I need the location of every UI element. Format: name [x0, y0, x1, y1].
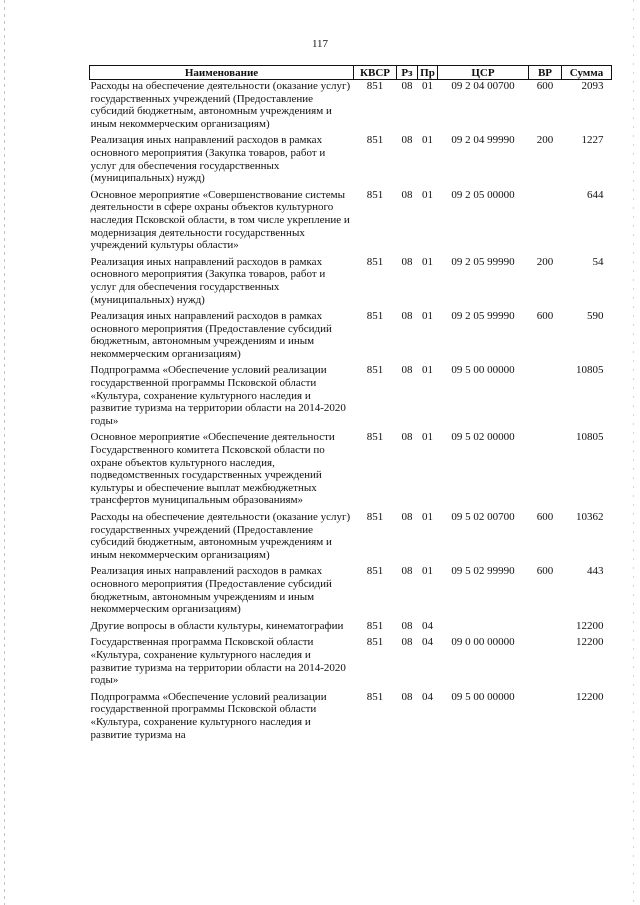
row-kvsr: 851: [366, 134, 384, 147]
row-pr: 01: [422, 364, 433, 377]
header-csr: ЦСР: [438, 66, 529, 80]
row-name: Реализация иных направлений расходов в рамках основного мероприятия (Закупка товаров, работ и услуг для обеспечения государственных (муниципальных) нужд): [90, 255, 326, 306]
row-rz: 08: [401, 134, 413, 147]
row-pr: 04: [422, 690, 433, 703]
row-name: Подпрограмма «Обеспечение условий реализации государственной программы Псковской области «Культура, сохранение культурного наследия и развитие туризма на: [90, 690, 327, 741]
table-row: [90, 80, 612, 135]
scan-edge-right: [633, 0, 634, 905]
row-name: Подпрограмма «Обеспечение условий реализации государственной программы Псковской области «Культура, сохранение культурного наследия и развитие туризма на территории области на 2014-2020 годы»: [90, 364, 346, 427]
row-pr: 01: [422, 310, 433, 323]
row-vr: [529, 364, 562, 431]
row-kvsr: 851: [366, 636, 384, 649]
row-vr: 200: [536, 255, 554, 268]
row-vr: [529, 636, 562, 690]
table-row: [90, 511, 612, 565]
row-sum: 10805: [576, 364, 604, 377]
header-sum: Сумма: [562, 66, 612, 80]
row-vr: [529, 189, 562, 256]
row-sum: 10805: [576, 431, 604, 444]
row-csr: 09 5 02 00700: [451, 511, 515, 523]
row-kvsr: 851: [366, 80, 384, 92]
table-row: [90, 636, 612, 690]
row-pr: 01: [422, 255, 433, 268]
row-pr: 04: [422, 636, 433, 649]
row-sum: 644: [587, 188, 604, 201]
row-vr: 600: [536, 511, 554, 523]
row-csr: 09 2 05 00000: [451, 188, 515, 201]
row-vr: [529, 431, 562, 511]
row-vr: [529, 691, 562, 745]
row-kvsr: 851: [366, 255, 384, 268]
row-pr: 01: [422, 134, 433, 147]
row-vr: 600: [536, 80, 554, 92]
table-row: [90, 134, 612, 188]
row-pr: 01: [422, 431, 433, 444]
row-csr: 09 0 00 00000: [451, 636, 515, 649]
row-pr: 04: [422, 619, 433, 632]
table-row: [90, 310, 612, 364]
table-row: [90, 364, 612, 431]
table-header-row: [90, 66, 612, 80]
table-row: [90, 256, 612, 310]
row-csr: 09 5 02 99990: [451, 565, 515, 578]
row-csr: [438, 620, 529, 637]
header-pr: Пр: [418, 66, 438, 80]
row-rz: 08: [401, 188, 413, 201]
row-sum: 2093: [581, 80, 604, 92]
row-name: Другие вопросы в области культуры, кинематографии: [90, 619, 344, 632]
row-kvsr: 851: [366, 431, 384, 444]
row-csr: 09 5 02 00000: [451, 431, 515, 444]
row-pr: 01: [422, 188, 433, 201]
row-name: Основное мероприятие «Совершенствование системы деятельности в сфере охраны объектов культурного наследия Псковской области, в том числе укрепление и модернизация деятельности государственных учреждений культуры области»: [90, 188, 350, 252]
row-vr: 200: [536, 134, 554, 147]
page-number: 117: [311, 38, 329, 50]
row-name: Расходы на обеспечение деятельности (оказание услуг) государственных учреждений (Предоставление субсидий бюджетным, автономным учреждениям и иным некоммерческим организациям): [90, 511, 351, 561]
row-sum: 54: [592, 255, 604, 268]
row-sum: 12200: [576, 636, 604, 649]
row-rz: 08: [401, 565, 413, 578]
row-rz: 08: [401, 255, 413, 268]
row-csr: 09 2 05 99990: [451, 255, 515, 268]
row-rz: 08: [401, 310, 413, 323]
row-pr: 01: [422, 511, 433, 523]
row-vr: 600: [536, 565, 554, 578]
row-sum: 443: [587, 565, 604, 578]
row-sum: 10362: [576, 511, 604, 523]
row-sum: 1227: [581, 134, 604, 147]
row-vr: [529, 620, 562, 637]
table-row: [90, 691, 612, 745]
row-rz: 08: [401, 690, 413, 703]
row-csr: 09 2 04 99990: [451, 134, 515, 147]
row-name: Основное мероприятие «Обеспечение деятельности Государственного комитета Псковской области по охране объектов культурного наследия, подведомственных государственных учреждений культуры и обеспечение выплат межбюджетных трансфертов муниципальным образованиям»: [90, 431, 335, 507]
scan-edge-left: [4, 0, 5, 905]
row-name: Государственная программа Псковской области «Культура, сохранение культурного наследия и развитие туризма на территории области на 2014-2020 годы»: [90, 636, 346, 687]
header-rz: Рз: [397, 66, 418, 80]
row-name: Реализация иных направлений расходов в рамках основного мероприятия (Предоставление субсидий бюджетным, автономным учреждениям и иным некоммерческим организациям): [90, 310, 332, 360]
row-name: Реализация иных направлений расходов в рамках основного мероприятия (Предоставление субсидий бюджетным, автономным учреждениям и иным некоммерческим организациям): [90, 565, 332, 616]
row-csr: 09 5 00 00000: [451, 364, 515, 377]
table-row: [90, 620, 612, 637]
row-pr: 01: [422, 565, 433, 578]
row-rz: 08: [401, 431, 413, 444]
row-sum: 12200: [576, 619, 604, 632]
budget-table: [89, 65, 612, 745]
row-rz: 08: [401, 619, 413, 632]
row-kvsr: 851: [366, 511, 384, 523]
table-row: [90, 189, 612, 256]
row-csr: 09 2 04 00700: [451, 80, 515, 92]
row-vr: 600: [536, 310, 554, 323]
row-kvsr: 851: [366, 310, 384, 323]
row-kvsr: 851: [366, 364, 384, 377]
header-kvsr: КВСР: [354, 66, 397, 80]
row-sum: 590: [587, 310, 604, 323]
table-row: [90, 565, 612, 619]
row-name: Расходы на обеспечение деятельности (оказание услуг) государственных учреждений (Предоставление субсидий бюджетным, автономным учреждениям и иным некоммерческим организациям): [90, 80, 351, 130]
row-rz: 08: [401, 511, 413, 523]
row-kvsr: 851: [366, 690, 384, 703]
row-kvsr: 851: [366, 188, 384, 201]
row-kvsr: 851: [366, 565, 384, 578]
row-rz: 08: [401, 80, 413, 92]
row-rz: 08: [401, 364, 413, 377]
row-pr: 01: [422, 80, 433, 92]
table-row: [90, 431, 612, 511]
row-name: Реализация иных направлений расходов в рамках основного мероприятия (Закупка товаров, работ и услуг для обеспечения государственных (муниципальных) нужд): [90, 134, 326, 185]
row-csr: 09 5 00 00000: [451, 690, 515, 703]
row-sum: 12200: [576, 690, 604, 703]
row-csr: 09 2 05 99990: [451, 310, 515, 323]
row-rz: 08: [401, 636, 413, 649]
header-vr: ВР: [529, 66, 562, 80]
row-kvsr: 851: [366, 619, 384, 632]
header-name: Наименование: [90, 66, 354, 80]
